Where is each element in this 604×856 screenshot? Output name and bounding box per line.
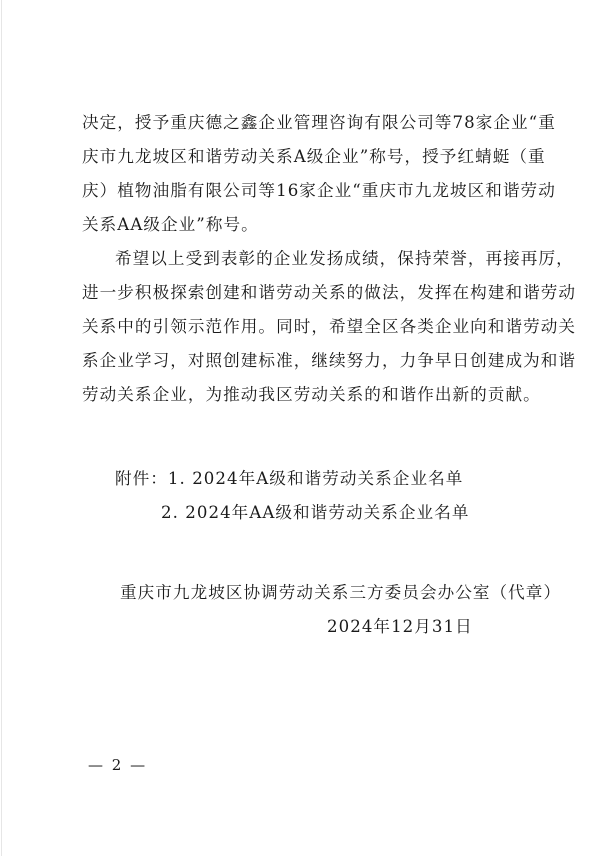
text-line: 进一步积极探索创建和谐劳动关系的做法，发挥在构建和谐劳动 — [82, 283, 577, 302]
text-line: 决定，授予重庆德之鑫企业管理咨询有限公司等78家企业“重 — [82, 113, 556, 132]
attachment-item-2: 2. 2024年AA级和谐劳动关系企业名单 — [161, 503, 470, 522]
issue-date: 2024年12月31日 — [327, 617, 473, 636]
page-number: — 2 — — [88, 756, 148, 774]
issuing-organization: 重庆市九龙坡区协调劳动关系三方委员会办公室（代章） — [120, 583, 562, 602]
text-line: 系企业学习，对照创建标准，继续努力，力争早日创建成为和谐 — [82, 351, 577, 370]
page-edge-divider — [1, 0, 2, 856]
text-line: 庆市九龙坡区和谐劳动关系A级企业”称号，授予红蜻蜓（重 — [82, 147, 546, 166]
text-line: 庆）植物油脂有限公司等16家企业“重庆市九龙坡区和谐劳动 — [82, 181, 556, 200]
text-line: 关系中的引领示范作用。同时，希望全区各类企业向和谐劳动关 — [82, 317, 577, 336]
text-line: 关系AA级企业”称号。 — [82, 215, 259, 234]
text-line: 希望以上受到表彰的企业发扬成绩，保持荣誉，再接再厉， — [115, 249, 574, 268]
text-line: 劳动关系企业，为推动我区劳动关系的和谐作出新的贡献。 — [82, 385, 541, 404]
attachment-item-1: 附件：1. 2024年A级和谐劳动关系企业名单 — [115, 469, 464, 488]
